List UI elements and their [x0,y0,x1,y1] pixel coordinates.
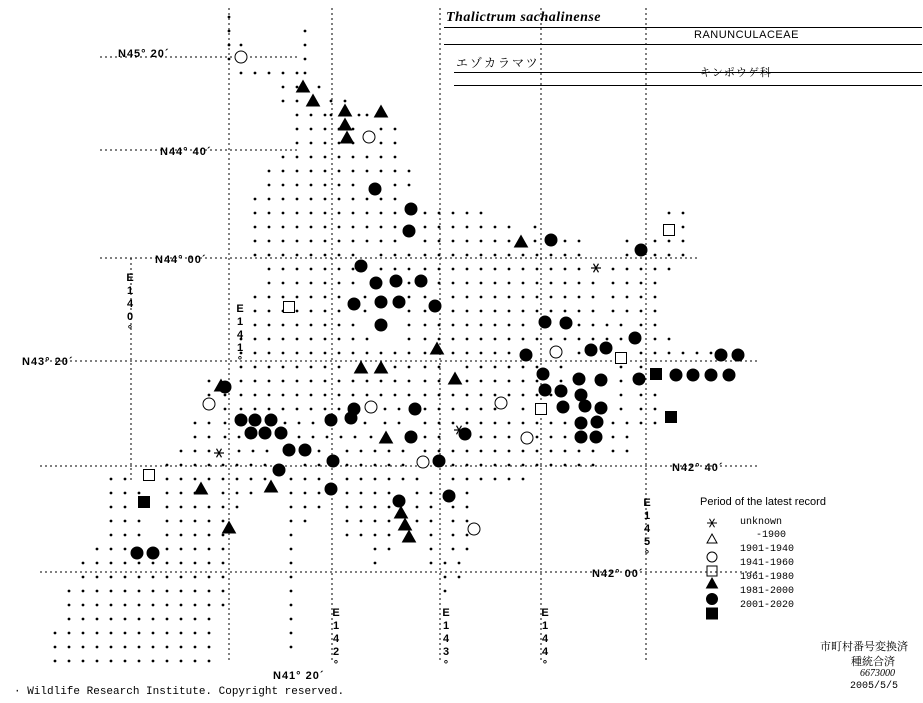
record-symbol [629,332,641,344]
header-rule-1 [444,27,922,28]
record-symbol [557,401,569,413]
record-symbol [380,432,393,444]
record-symbol [670,369,682,381]
record-symbol [235,414,247,426]
legend-label-pre1900: -1900 [756,530,787,541]
record-symbol [575,431,587,443]
legend-title: Period of the latest record [700,496,826,508]
family-jp: キンポウゲ科 [700,67,772,79]
record-symbol [560,317,572,329]
lon-label-e142: E142° [330,607,342,672]
lon-label-e141: E141° [234,303,246,368]
record-symbol [616,353,627,364]
record-symbol [375,362,388,374]
record-symbol [429,300,441,312]
record-symbol [405,203,417,215]
record-symbol [325,414,337,426]
record-symbol [633,373,645,385]
record-symbol [144,470,155,481]
record-symbol [325,483,337,495]
record-symbol [539,316,551,328]
record-symbol [363,131,375,143]
record-symbol [375,296,387,308]
lat-label-n44-00: N44° 00´ [155,254,207,266]
record-symbol [575,389,587,401]
record-symbol [433,455,445,467]
record-symbol [595,402,607,414]
copyright-text: · Wildlife Research Institute. Copyright reserved. [14,686,345,698]
record-symbol [415,275,427,287]
record-symbol [283,444,295,456]
record-symbol [403,531,416,543]
record-symbol [375,319,387,331]
lat-label-n43-20: N43° 20´ [22,356,74,368]
lat-label-n42-40: N42° 40´ [672,462,724,474]
graticule-grid [40,8,760,660]
record-symbol [348,298,360,310]
record-symbol [297,81,310,93]
record-symbol [666,412,677,423]
record-symbol [370,277,382,289]
record-symbol [223,522,236,534]
species-name: Thalictrum sachalinense [446,10,602,25]
legend-label-1941-1960: 1941-1960 [740,558,795,569]
record-symbol [635,244,647,256]
record-symbol [375,106,388,118]
record-symbol [536,404,547,415]
footer-code: 6673000 [860,668,895,679]
record-symbol [259,427,271,439]
lat-label-n45-20: N45° 20´ [118,48,170,60]
record-symbol [521,432,533,444]
record-symbol [195,483,208,495]
record-symbol [341,132,354,144]
record-symbol [459,428,471,440]
record-symbol [579,400,591,412]
record-symbol [307,95,320,107]
record-symbol [495,397,507,409]
record-symbol [537,368,549,380]
record-symbol [539,384,551,396]
footer-note-1: 市町村番号変換済 [820,641,908,653]
footer-date: 2005/5/5 [850,681,899,692]
record-symbol [651,369,662,380]
record-symbol [390,275,402,287]
record-symbol [345,412,357,424]
record-symbol [219,381,231,393]
record-symbol [664,225,675,236]
record-symbol [139,497,150,508]
legend-label-1961-1980: 1961-1980 [740,572,795,583]
legend-label-1981-2000: 1981-2000 [740,586,795,597]
record-symbol [555,385,567,397]
record-symbol [147,547,159,559]
record-symbol [245,427,257,439]
record-symbol [591,416,603,428]
record-symbol [339,119,352,131]
lat-label-n41-20: N41° 20´ [273,670,325,682]
record-symbol [249,414,261,426]
record-symbol [355,260,367,272]
lat-label-n44-40: N44° 40´ [160,146,212,158]
lon-label-e144: E144° [539,607,551,672]
record-symbol [443,490,455,502]
record-symbol [403,225,415,237]
record-symbol [131,547,143,559]
record-symbol [265,414,277,426]
record-symbol [585,344,597,356]
record-symbol [705,369,717,381]
record-symbol [515,236,528,248]
lon-label-e143: E143° [440,607,452,672]
record-symbol [339,105,352,117]
record-symbol [327,455,339,467]
record-symbol [723,369,735,381]
record-symbol [395,507,408,519]
legend-label-2001-2020: 2001-2020 [740,600,795,611]
species-name-jp: エゾカラマツ [456,56,540,70]
record-symbol [393,296,405,308]
record-symbol [575,417,587,429]
record-symbol [369,183,381,195]
record-symbol [365,401,377,413]
record-symbol [573,373,585,385]
record-symbol [393,495,405,507]
record-symbol [399,519,412,531]
record-symbol-layer [131,51,744,559]
record-symbol [409,403,421,415]
record-symbol [431,343,444,355]
record-symbol [732,349,744,361]
record-symbol [214,449,224,458]
record-symbol [520,349,532,361]
record-symbol [299,444,311,456]
record-symbol [405,431,417,443]
lon-label-e140: E140° [124,272,136,337]
header-rule-2 [444,44,922,45]
record-symbol [715,349,727,361]
footer-note-2: 種統合済 [851,656,895,668]
lat-label-n42-00: N42° 00´ [592,568,644,580]
record-symbol [595,374,607,386]
record-symbol [417,456,429,468]
record-symbol [265,481,278,493]
record-symbol [449,373,462,385]
legend-label-1901-1940: 1901-1940 [740,544,795,555]
record-symbol [545,234,557,246]
header-rule-4 [454,85,922,86]
record-symbol [235,51,247,63]
record-symbol [284,302,295,313]
header-rule-3 [454,72,922,73]
record-symbol [275,427,287,439]
record-symbol [591,264,601,273]
record-symbol [687,369,699,381]
record-symbol [550,346,562,358]
record-symbol [600,342,612,354]
record-symbol [590,431,602,443]
record-symbol [203,398,215,410]
record-symbol [273,464,285,476]
legend-label-unknown: unknown [740,517,783,528]
family-latin: RANUNCULACEAE [694,29,799,41]
lon-label-e145: E145° [641,497,653,562]
record-symbol [468,523,480,535]
record-symbol [355,362,368,374]
